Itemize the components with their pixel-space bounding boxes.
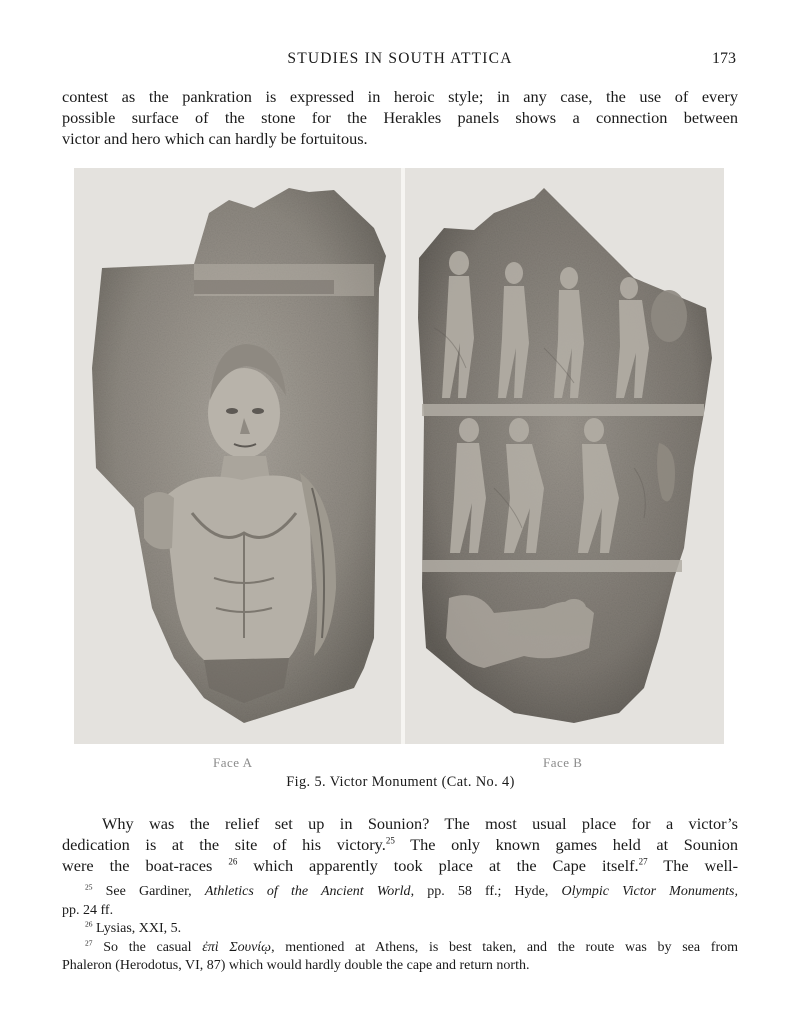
footnote-27 bbox=[62, 939, 738, 958]
footnote-27-cont: Phaleron (Herodotus, VI, 87) which would hardly double the cape and return north. bbox=[62, 958, 530, 973]
footnote-number: 26 bbox=[85, 919, 93, 929]
paragraph-intro bbox=[62, 86, 738, 149]
text-run: The well- bbox=[647, 856, 739, 875]
running-title: STUDIES IN SOUTH ATTICA bbox=[287, 50, 513, 67]
text-run: The only known games held at Sounion bbox=[394, 835, 739, 854]
footnote-text: , pp. 58 ff.; Hyde, bbox=[410, 884, 562, 899]
text-line bbox=[62, 834, 738, 855]
text-run: were the boat-races bbox=[62, 856, 229, 875]
page-number: 173 bbox=[712, 50, 736, 67]
text-line bbox=[62, 855, 738, 876]
footnote-text: See Gardiner, bbox=[92, 884, 205, 899]
paragraph-sounion bbox=[62, 813, 738, 876]
text-line: possible surface of the stone for the Herakles panels shows a connection between bbox=[62, 108, 738, 127]
footnote-text: So the casual bbox=[92, 939, 203, 955]
book-title: Athletics of the Ancient World bbox=[204, 884, 411, 899]
face-b-label: Face B bbox=[543, 755, 583, 770]
text-run: which apparently took place at the Cape itself. bbox=[237, 856, 639, 875]
footnote-number: 27 bbox=[85, 937, 93, 947]
footnote-number: 25 bbox=[85, 882, 93, 892]
footnote-26 bbox=[62, 920, 738, 939]
face-b-relief bbox=[418, 188, 712, 723]
face-a-label: Face A bbox=[213, 755, 253, 770]
photo-divider bbox=[401, 168, 405, 744]
text-run: dedication is at the site of his victory. bbox=[62, 835, 386, 854]
greek-phrase: ἐπὶ Σουνίῳ bbox=[202, 939, 272, 955]
footnote-text: , mentioned at Athens, is best taken, and the route was by sea from bbox=[271, 939, 739, 955]
text-line: Why was the relief set up in Sounion? The most usual place for a victor’s bbox=[102, 814, 738, 833]
running-head bbox=[60, 50, 740, 70]
footnote-text: Lysias, XXI, 5. bbox=[92, 921, 182, 936]
footnote-ref: 26 bbox=[228, 856, 238, 867]
footnote-25 bbox=[62, 883, 738, 902]
text-line: victor and hero which can hardly be fortuitous. bbox=[62, 129, 368, 148]
face-a-relief bbox=[92, 188, 386, 723]
figure-photograph bbox=[74, 168, 724, 744]
figure-caption: Fig. 5. Victor Monument (Cat. No. 4) bbox=[286, 774, 515, 790]
text-line: contest as the pankration is expressed in heroic style; in any case, the use of every bbox=[62, 87, 738, 106]
footnotes bbox=[62, 883, 738, 976]
book-title: Olympic Victor Monuments, bbox=[561, 884, 739, 899]
footnote-25-cont: pp. 24 ff. bbox=[62, 902, 114, 918]
relief-photo bbox=[74, 168, 724, 744]
footnote-ref: 27 bbox=[638, 856, 648, 867]
footnote-ref: 25 bbox=[385, 835, 395, 846]
